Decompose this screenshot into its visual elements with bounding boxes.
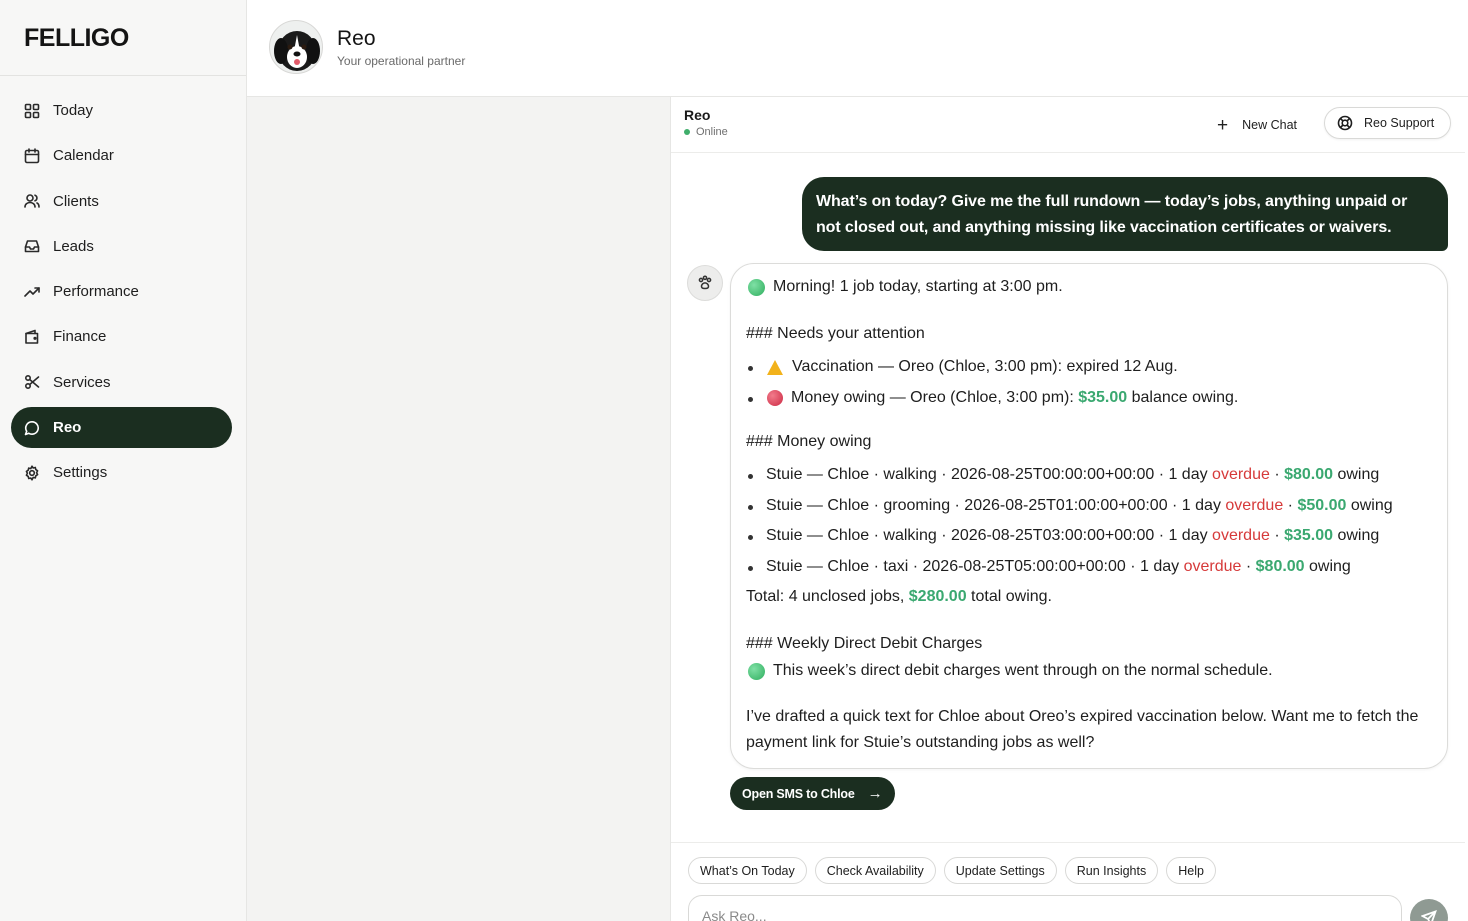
owing-amount: $50.00 <box>1297 497 1347 514</box>
owing-suffix: owing <box>1304 558 1351 575</box>
owing-amount: $80.00 <box>1255 558 1305 575</box>
sidebar-item-label: Services <box>53 373 111 391</box>
gear-icon <box>24 465 40 481</box>
user-message: What’s on today? Give me the full rundown — today’s jobs, anything unpaid or not closed out, and anything missing like vaccination certificates or waivers. <box>802 177 1448 251</box>
page-title: Reo <box>337 27 376 50</box>
attention-heading: ### Needs your attention <box>746 325 925 342</box>
avatar <box>269 20 323 74</box>
separator: · <box>1241 558 1256 575</box>
bullet-icon <box>748 397 753 402</box>
sidebar-item-reo[interactable] <box>11 407 232 448</box>
owing-suffix: owing <box>1346 497 1393 514</box>
sidebar-item-finance[interactable] <box>11 316 232 357</box>
status-text: Online <box>696 126 728 138</box>
owing-suffix: owing <box>1333 527 1380 544</box>
send-button[interactable] <box>1410 899 1448 921</box>
open-sms-button[interactable] <box>730 777 895 810</box>
owing-row-text: Stuie — Chloe · walking · 2026-08-25T03:00:00+00:00 · 1 day <box>766 527 1213 544</box>
online-dot-icon <box>684 129 690 135</box>
owing-amount: $35.00 <box>1078 389 1128 406</box>
sidebar-item-label: Leads <box>53 237 94 255</box>
dog-avatar-icon <box>270 21 323 74</box>
list-item <box>766 558 1351 576</box>
bot-avatar <box>687 265 723 301</box>
scissors-icon <box>24 374 40 390</box>
overdue-label: overdue <box>1183 558 1242 575</box>
green-circle-icon <box>748 663 765 680</box>
overdue-label: overdue <box>1212 527 1270 544</box>
separator: · <box>1283 497 1298 514</box>
list-item <box>766 527 1379 545</box>
owing-heading: ### Money owing <box>746 433 872 450</box>
sidebar-nav <box>0 76 246 493</box>
paw-icon <box>696 274 714 292</box>
page-header <box>247 0 1468 97</box>
chip-whats-on-today[interactable]: What’s On Today <box>688 857 807 884</box>
sidebar-item-performance[interactable] <box>11 271 232 312</box>
list-item <box>761 358 1178 376</box>
owing-suffix: owing <box>1333 466 1380 483</box>
chip-update-settings[interactable]: Update Settings <box>944 857 1057 884</box>
warning-icon <box>767 360 783 375</box>
overdue-label: overdue <box>1212 466 1270 483</box>
overdue-label: overdue <box>1225 497 1284 514</box>
greeting-text: Morning! 1 job today, starting at 3:00 pm. <box>773 278 1063 295</box>
sidebar-item-label: Calendar <box>53 147 114 165</box>
sidebar-item-label: Reo <box>53 419 82 437</box>
total-prefix: Total: 4 unclosed jobs, <box>746 588 909 605</box>
owing-suffix: balance owing. <box>1127 389 1239 406</box>
sidebar-item-label: Today <box>53 102 94 119</box>
list-item <box>761 389 1238 407</box>
plus-icon: + <box>1217 114 1229 136</box>
chat-name: Reo <box>684 107 711 123</box>
total-line <box>746 588 1052 606</box>
separator: · <box>1269 466 1285 483</box>
chat-bubble-icon <box>24 420 40 436</box>
grid-icon <box>24 103 40 119</box>
users-icon <box>24 193 40 209</box>
sidebar-item-clients[interactable] <box>11 181 232 222</box>
reo-support-button[interactable] <box>1324 107 1451 139</box>
calendar-icon <box>24 148 40 164</box>
bullet-icon <box>748 535 753 540</box>
sidebar-item-settings[interactable] <box>11 452 232 493</box>
sidebar <box>0 0 247 921</box>
list-item <box>766 497 1393 515</box>
vaccination-text: Vaccination — Oreo (Chloe, 3:00 pm): expired 12 Aug. <box>792 358 1178 375</box>
lifebuoy-icon <box>1337 115 1353 131</box>
sidebar-item-label: Performance <box>53 283 139 301</box>
owing-amount: $80.00 <box>1284 466 1334 483</box>
bullet-icon <box>748 505 753 510</box>
list-item <box>766 466 1379 484</box>
separator: · <box>1269 527 1285 544</box>
send-icon <box>1421 910 1437 921</box>
sidebar-item-label: Finance <box>53 328 107 346</box>
bullet-icon <box>748 366 753 371</box>
chat-panel <box>670 97 1465 921</box>
arrow-right-icon: → <box>867 785 883 802</box>
wallet-icon <box>24 329 40 345</box>
chat-composer <box>671 842 1465 921</box>
total-amount: $280.00 <box>908 588 967 605</box>
bullet-icon <box>748 474 753 479</box>
chip-help[interactable]: Help <box>1166 857 1216 884</box>
support-label: Reo Support <box>1364 116 1435 130</box>
chip-check-availability[interactable]: Check Availability <box>815 857 936 884</box>
sidebar-item-leads[interactable] <box>11 226 232 267</box>
quick-actions <box>688 857 1224 884</box>
owing-row-text: Stuie — Chloe · walking · 2026-08-25T00:00:00+00:00 · 1 day <box>766 466 1213 483</box>
sms-button-label: Open SMS to Chloe <box>742 786 855 801</box>
debit-heading: ### Weekly Direct Debit Charges <box>746 635 983 652</box>
owing-row-text: Stuie — Chloe · grooming · 2026-08-25T01:00:00+00:00 · 1 day <box>766 497 1226 514</box>
owing-amount: $35.00 <box>1284 527 1334 544</box>
new-chat-label: New Chat <box>1242 118 1297 132</box>
sidebar-item-label: Settings <box>53 464 108 482</box>
debit-line <box>746 662 1273 680</box>
bullet-icon <box>748 566 753 571</box>
page-subtitle: Your operational partner <box>337 54 466 68</box>
status-badge <box>684 126 728 138</box>
chip-run-insights[interactable]: Run Insights <box>1065 857 1158 884</box>
inbox-icon <box>24 238 40 254</box>
owing-prefix: Money owing — Oreo (Chloe, 3:00 pm): <box>791 389 1079 406</box>
greeting-line <box>746 278 1063 296</box>
chat-header <box>671 97 1465 153</box>
green-circle-icon <box>748 279 765 296</box>
sidebar-item-today[interactable] <box>11 90 232 131</box>
red-circle-icon <box>767 390 783 406</box>
trending-up-icon <box>24 284 40 300</box>
ask-input[interactable]: Ask Reo... <box>688 895 1402 921</box>
sidebar-item-calendar[interactable] <box>11 135 232 176</box>
debit-text: This week’s direct debit charges went through on the normal schedule. <box>773 662 1273 679</box>
sidebar-item-label: Clients <box>53 192 99 210</box>
closing-text: I’ve drafted a quick text for Chloe about Oreo’s expired vaccination below. Want me to fetch the payment link for Stuie’s outstanding jobs as well? <box>746 708 1419 751</box>
total-suffix: total owing. <box>966 588 1052 605</box>
owing-row-text: Stuie — Chloe · taxi · 2026-08-25T05:00:00+00:00 · 1 day <box>766 558 1184 575</box>
assistant-message <box>730 263 1448 769</box>
empty-pane <box>247 97 670 921</box>
sidebar-item-services[interactable] <box>11 362 232 403</box>
brand-logo: FELLIGO <box>0 0 246 76</box>
new-chat-button[interactable] <box>1217 113 1297 137</box>
